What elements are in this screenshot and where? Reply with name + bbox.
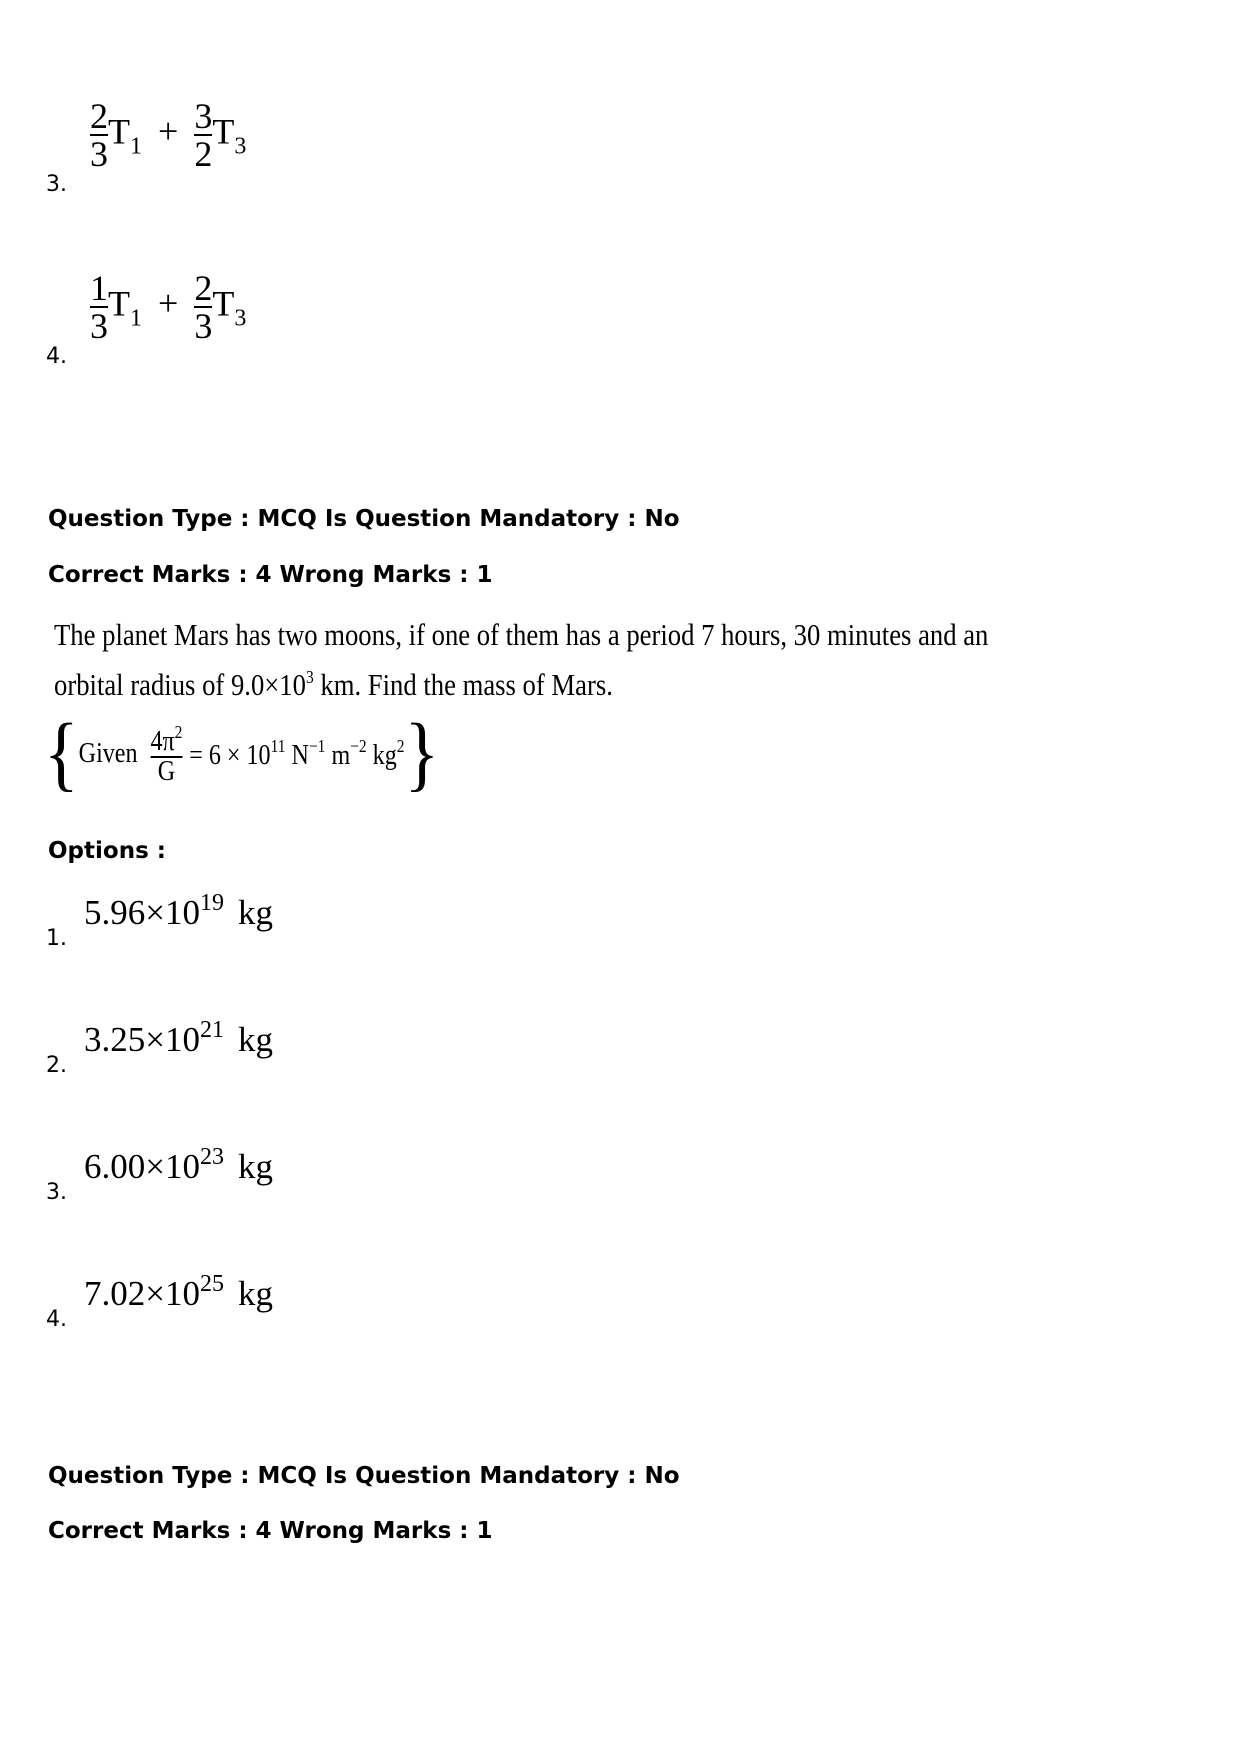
option-number: 2. [46, 1053, 67, 1078]
given-formula: {Given $\frac{4\pi^2}{G}$ = $6 \times 10^{11}$ $N^{-1}$ $m^{-2}$ $kg^2$} [44, 707, 440, 800]
right-brace: } [404, 707, 440, 800]
left-brace: { [44, 707, 79, 800]
question-text-line-1: The planet Mars has two moons, if one of them has a period 7 hours, 30 minutes and an [54, 617, 989, 652]
option-number: 3. [46, 1180, 67, 1205]
option-expression: $\frac{1}{3}$ $T_1$ + $\frac{2}{3}$ $T_3$ [90, 268, 247, 346]
next-marks-line: Correct Marks : 4 Wrong Marks : 1 [48, 1518, 493, 1544]
options-label: Options : [48, 838, 166, 864]
next-question-type-line: Question Type : MCQ Is Question Mandatory : No [48, 1463, 680, 1489]
fraction: $\frac{2}{3}$ [194, 268, 213, 346]
option-value: $3.25\times 10^{21}$ kg [84, 1017, 273, 1059]
option-value: $7.02\times 10^{25}$ kg [84, 1271, 273, 1313]
fraction: $\frac{2}{3}$ [90, 96, 108, 174]
option-number: 4. [46, 1307, 67, 1332]
fraction: $\frac{3}{2}$ [194, 96, 213, 174]
question-type-line: Question Type : MCQ Is Question Mandatory : No [48, 506, 680, 532]
given-fraction: $\frac{4\pi^2}{G}$ [150, 721, 183, 787]
fraction: $\frac{1}{3}$ [90, 268, 108, 346]
option-number: 4. [46, 344, 67, 369]
option-number: 3. [46, 172, 67, 197]
option-value: $6.00\times 10^{23}$ kg [84, 1144, 273, 1186]
option-number: 1. [46, 926, 67, 951]
question-text [54, 614, 988, 706]
option-value: $5.96\times 10^{19}$ kg [84, 890, 273, 932]
marks-line: Correct Marks : 4 Wrong Marks : 1 [48, 562, 493, 588]
question-text-line-2: orbital radius of $9.0\times 10^3$ km. Find the mass of Mars. [54, 667, 613, 702]
option-expression: $\frac{2}{3}$ $T_1$ + $\frac{3}{2}$ $T_3$ [90, 96, 247, 174]
given-label: Given [78, 738, 138, 769]
